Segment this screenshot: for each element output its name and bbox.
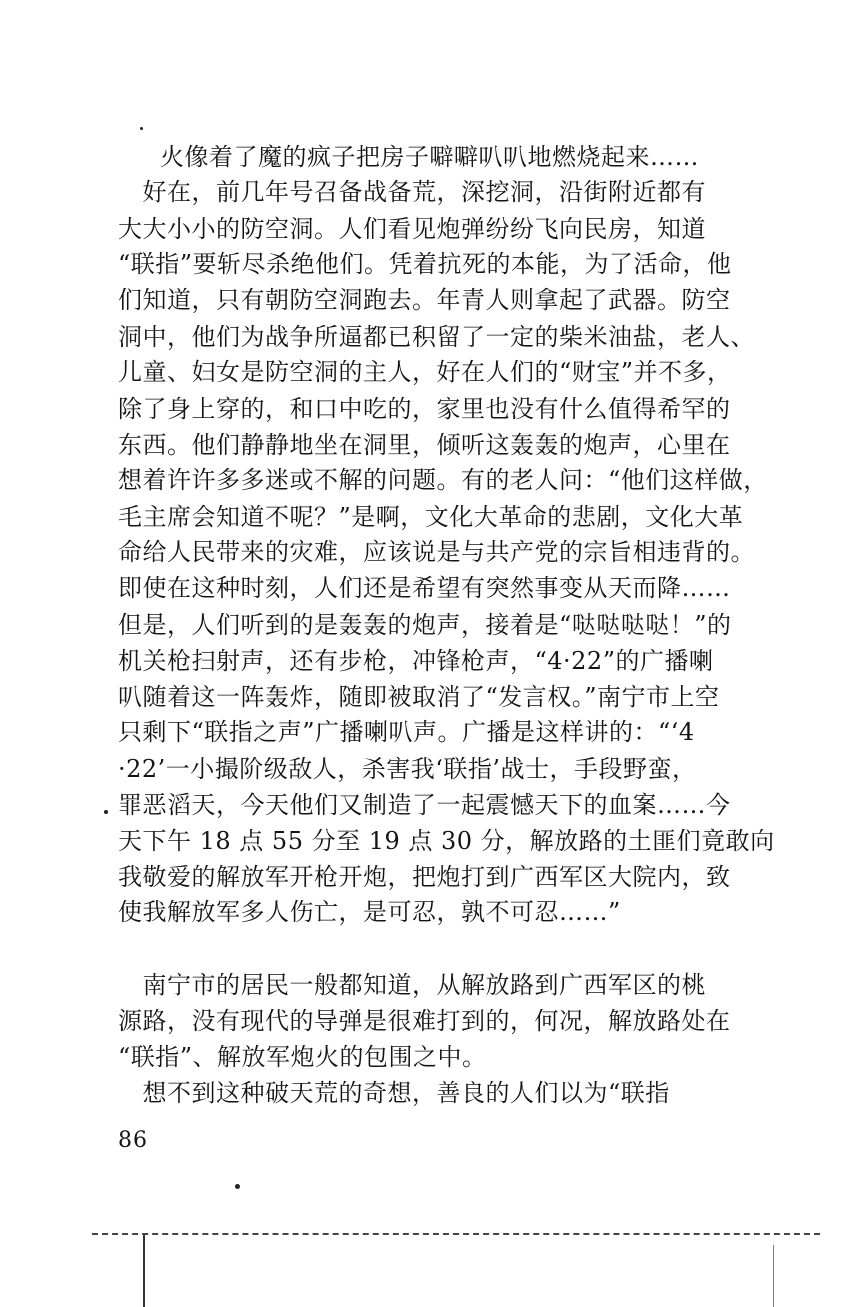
text-line: 罪恶滔天，今天他们又制造了一起震憾天下的血案……今: [118, 791, 731, 819]
text-line: 叭随着这一阵轰炸，随即被取消了“发言权。”南宁市上空: [118, 683, 720, 711]
text-line: 即使在这种时刻，人们还是希望有突然事变从天而降……: [118, 574, 731, 602]
page-number: 86: [118, 1128, 148, 1153]
text-line: 好在，前几年号召备战备荒，深挖洞，沿街附近都有: [118, 178, 706, 206]
page-edge-line: [773, 1245, 774, 1307]
text-line: “联指”、解放军炮火的包围之中。: [118, 1043, 487, 1071]
text-line: 但是，人们听到的是轰轰的炮声，接着是“哒哒哒哒！”的: [118, 611, 732, 639]
text-line: 毛主席会知道不呢？”是啊，文化大革命的悲剧，文化大革: [118, 503, 744, 531]
text-line: 儿童、妇女是防空洞的主人，好在人们的“财宝”并不多，: [118, 358, 732, 386]
text-line: “联指”要斩尽杀绝他们。凭着抗死的本能，为了活命，他: [118, 250, 732, 278]
text-line: 除了身上穿的，和口中吃的，家里也没有什么值得希罕的: [118, 395, 731, 423]
text-line: 东西。他们静静地坐在洞里，倾听这轰轰的炮声，心里在: [118, 431, 731, 459]
text-line: 使我解放军多人伤亡，是可忍，孰不可忍……”: [118, 898, 621, 926]
scan-speck: [235, 1184, 240, 1189]
text-line: 想着许许多多迷或不解的问题。有的老人问：“他们这样做，: [118, 466, 768, 494]
page-edge-rule: [92, 1233, 820, 1235]
text-line: 机关枪扫射声，还有步枪，冲锋枪声，“4·22”的广播喇: [118, 647, 714, 675]
text-line: ·22’一小撮阶级敌人，杀害我‘联指’战士，手段野蛮，: [118, 755, 697, 783]
text-line: 火像着了魔的疯子把房子噼噼叭叭地燃烧起来……: [160, 143, 699, 171]
text-line: 命给人民带来的灾难，应该说是与共产党的宗旨相违背的。: [118, 538, 755, 566]
text-line: 洞中，他们为战争所逼都已积留了一定的柴米油盐，老人、: [118, 323, 755, 351]
scan-speck: [140, 127, 143, 130]
text-line: 们知道，只有朝防空洞跑去。年青人则拿起了武器。防空: [118, 286, 731, 314]
text-line: 源路，没有现代的导弹是很难打到的，何况，解放路处在: [118, 1007, 731, 1035]
text-line: 我敬爱的解放军开枪开炮，把炮打到广西军区大院内，致: [118, 863, 731, 891]
text-line: 南宁市的居民一般都知道，从解放路到广西军区的桃: [118, 971, 706, 999]
text-line: 只剩下“联指之声”广播喇叭声。广播是这样讲的：“‘4: [118, 718, 695, 746]
text-line: 大大小小的防空洞。人们看见炮弹纷纷飞向民房，知道: [118, 215, 706, 243]
text-line: 天下午 18 点 55 分至 19 点 30 分，解放路的土匪们竟敢向: [118, 827, 775, 855]
page-edge-line: [143, 1235, 145, 1307]
text-line: 想不到这种破天荒的奇想，善良的人们以为“联指: [118, 1079, 670, 1107]
scan-speck: [104, 810, 108, 814]
